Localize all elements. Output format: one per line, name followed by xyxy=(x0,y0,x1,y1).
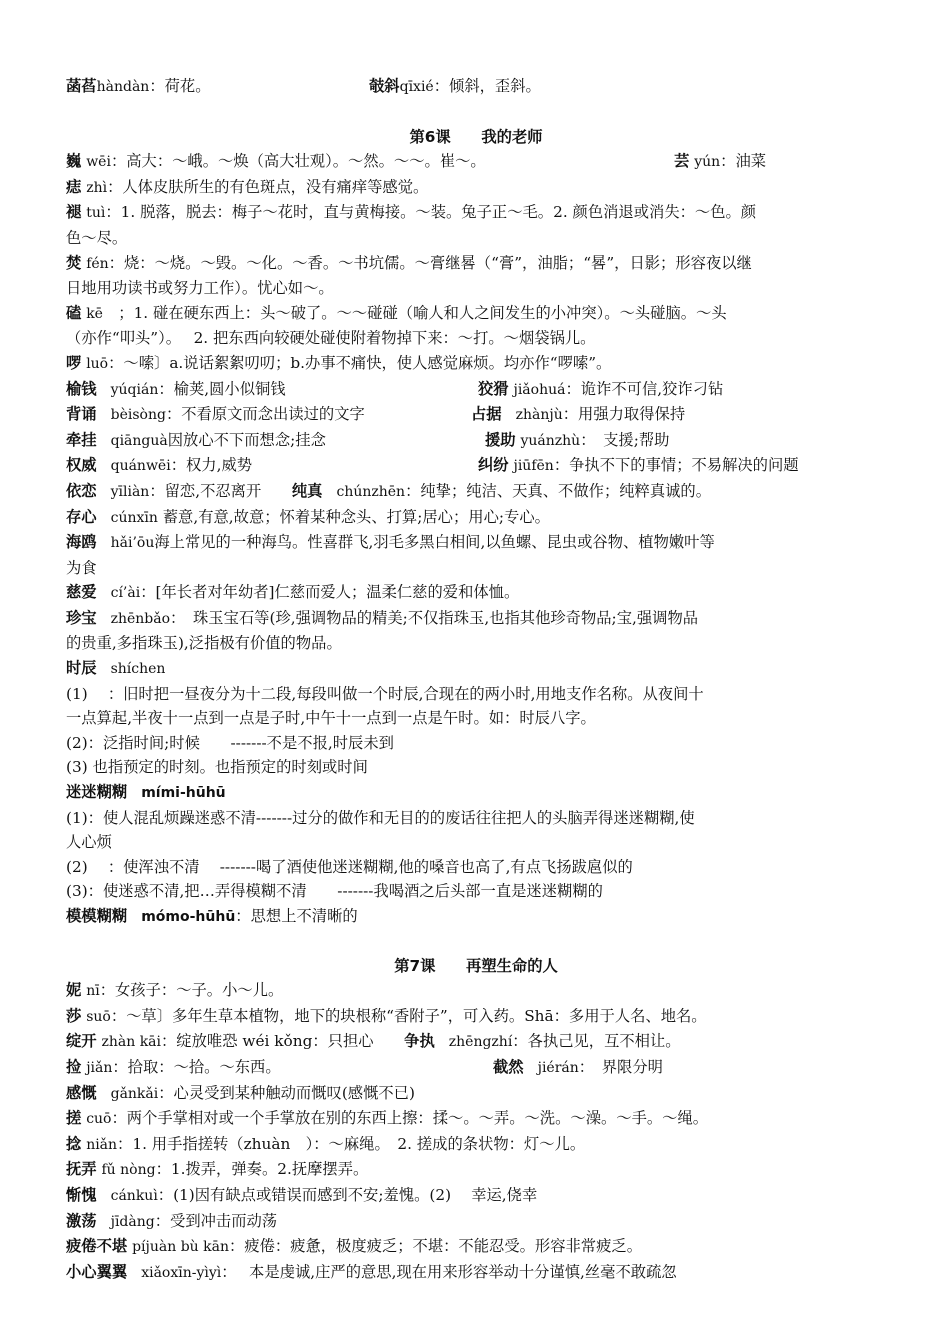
entry-pinyin: mómo-hūhū xyxy=(127,909,236,925)
entry-definition: ：绽放唯恐 wéi kǒng：只担心 xyxy=(161,1032,405,1051)
entry-definition: ：拾取：～拾。～东西。 xyxy=(112,1057,281,1076)
entry-word: 珍宝 xyxy=(66,608,97,627)
sense-text: (3) 也指预定的时刻。也指预定的时刻或时间 xyxy=(66,758,368,777)
entry-pinyin: luō xyxy=(86,355,109,372)
continuation-text: 日地用功读书或努力工作）。忧心如～。 xyxy=(66,279,334,298)
entry-ganka xyxy=(66,1081,886,1107)
entry-pinyin: cí’ài xyxy=(96,585,141,602)
entry-word: 芸 xyxy=(674,152,690,171)
document-page xyxy=(66,74,886,1285)
entry-pinyin: mími-hūhū xyxy=(127,785,226,802)
entry-word: 攲斜 xyxy=(369,77,400,95)
sense-text: (1)：使人混乱烦躁迷惑不清-------过分的做作和无目的的废话往往把人的头脑弄得迷迷糊糊,使 xyxy=(66,808,695,827)
entry-definition: ：荷花。 xyxy=(149,77,211,95)
entry-momohuhu xyxy=(66,904,886,930)
entry-pinyin: suō xyxy=(86,1008,111,1025)
entry-pinyin: gǎnkǎi xyxy=(96,1085,159,1102)
entry-word: 牵挂 xyxy=(66,430,97,449)
entry-pijuanbukan xyxy=(66,1234,886,1260)
entry-cankui xyxy=(66,1183,886,1209)
entry-pinyin: jīdàng xyxy=(96,1213,155,1230)
entry-word: 莎 xyxy=(66,1006,82,1025)
entry-zhenbao xyxy=(66,606,886,632)
entry-definition: ：榆荚,圆小似铜钱 xyxy=(158,379,286,398)
entry-funong xyxy=(66,1157,886,1183)
entry-pinyin: jiūfēn xyxy=(513,458,554,475)
entry-word: 依恋 xyxy=(66,481,97,500)
entry-pinyin: jiǎn xyxy=(86,1059,113,1076)
entry-definition: ：思想上不清晰的 xyxy=(235,907,358,925)
entry-pinyin: qiānguà xyxy=(96,432,168,449)
entry-row-qiangua-yuanzhu xyxy=(66,428,886,454)
entry-definition: ：各执己见，互不相让。 xyxy=(512,1032,681,1051)
entry-pinyin: zhànjù xyxy=(501,407,563,424)
entry-word: 痣 xyxy=(66,177,82,196)
entry-mimihuhu xyxy=(66,780,886,806)
entry-word: 巍 xyxy=(66,152,82,171)
entry-pinyin: yīliàn xyxy=(96,483,150,500)
entry-definition: ：女孩子：～子。小～儿。 xyxy=(99,981,284,1000)
entry-pinyin: yún xyxy=(694,154,721,171)
entry-word: 捻 xyxy=(66,1134,82,1153)
entry-definition: ：留恋,不忍离开 xyxy=(149,481,292,500)
entry-word: 迷迷糊糊 xyxy=(66,783,128,802)
entry-word: 啰 xyxy=(66,353,82,372)
entry-word: 妮 xyxy=(66,981,82,1000)
entry-word: 海鸥 xyxy=(66,533,97,552)
entry-word: 占据 xyxy=(471,405,502,424)
entry-pinyin: xiǎoxīn-yìyì xyxy=(127,1264,222,1281)
entry-definition: ：高大：～峨。～焕（高大壮观）。～然。～～。崔～。 xyxy=(110,152,486,171)
entry-xiaoxinyiyi xyxy=(66,1260,886,1286)
entry-definition: ：诡诈不可信,狡诈刁钻 xyxy=(565,379,724,398)
spacer xyxy=(66,930,886,954)
entry-definition: ：权力,威势 xyxy=(170,456,253,475)
entry-shichen xyxy=(66,656,886,682)
entry-definition: ：疲倦：疲惫，极度疲乏；不堪：不能忍受。形容非常疲乏。 xyxy=(228,1237,642,1256)
entry-pinyin: fén xyxy=(86,255,109,272)
entry-nian xyxy=(66,1132,886,1158)
entry-pinyin: kē xyxy=(86,305,103,322)
entry-word: 搓 xyxy=(66,1109,82,1128)
lesson6-heading: 第6课 我的老师 xyxy=(409,127,543,146)
entry-definition: 因放心不下而想念;挂念 xyxy=(167,430,326,449)
entry-definition: ：人体皮肤所生的有色斑点，没有痛痒等感觉。 xyxy=(107,177,429,196)
lesson7-heading: 第7课 再塑生命的人 xyxy=(394,956,558,975)
entry-pinyin: zhì xyxy=(86,179,108,196)
entry-definition: ： 界限分明 xyxy=(578,1057,663,1076)
entry-word: 存心 xyxy=(66,507,97,526)
entry-definition: ：争执不下的事情；不易解决的问题 xyxy=(553,456,799,475)
entry-pinyin: zhēnbǎo xyxy=(96,610,171,627)
entry-pinyin: hǎi’ōu xyxy=(96,535,155,552)
entry-word: 抚弄 xyxy=(66,1160,97,1179)
entry-definition: ： 珠玉宝石等(珍,强调物品的精美;不仅指珠玉,也指其他珍奇物品;宝,强调物品 xyxy=(170,608,699,627)
entry-pinyin: niǎn xyxy=(86,1136,118,1153)
entry-word: 时辰 xyxy=(66,659,97,678)
entry-suo xyxy=(66,1004,886,1030)
entry-word: 焚 xyxy=(66,253,82,272)
entry-word: 感慨 xyxy=(66,1083,97,1102)
entry-word: 背诵 xyxy=(66,405,97,424)
entry-row-yuqian-jiaohua xyxy=(66,377,886,403)
entry-pinyin: yúqián xyxy=(96,381,159,398)
entry-definition: ：倾斜，歪斜。 xyxy=(433,77,541,95)
entry-word: 纯真 xyxy=(291,481,323,500)
entry-definition: 蓄意,有意,故意；怀着某种念头、打算;居心；用心;专心。 xyxy=(162,507,550,526)
entry-word: 截然 xyxy=(493,1057,524,1076)
entry-luo xyxy=(66,351,886,377)
entry-definition: ：1. 用手指搓转（zhuàn ）：～麻绳。 2. 搓成的条状物：灯～儿。 xyxy=(117,1134,586,1153)
entry-definition: ： 支援;帮助 xyxy=(580,430,670,449)
entry-word: 慈爱 xyxy=(66,583,97,602)
entry-row-jian-jieran xyxy=(66,1055,886,1081)
entry-pinyin: qīxié xyxy=(399,79,434,95)
entry-definition: ：两个手掌相对或一个手掌放在别的东西上擦：揉～。～弄。～洗。～澡。～手。～绳。 xyxy=(111,1109,709,1128)
entry-definition: ：(1)因有缺点或错误而感到不安;羞愧。(2) 幸运,侥幸 xyxy=(157,1185,538,1204)
entry-word: 菡萏 xyxy=(66,77,97,95)
entry-pinyin: yuánzhù xyxy=(520,432,581,449)
entry-pinyin: jiérán xyxy=(523,1059,579,1076)
continuation-text: 人心烦 xyxy=(66,833,112,852)
sense-text: (1) ：旧时把一昼夜分为十二段,每段叫做一个时辰,合现在的两小时,用地支作名称。从夜间十 xyxy=(66,684,704,703)
spacer xyxy=(66,100,886,125)
entry-row-beisong-zhanju xyxy=(66,402,886,428)
entry-definition: ：不看原文而念出读过的文字 xyxy=(165,405,365,424)
entry-pinyin: shíchen xyxy=(96,661,166,678)
entry-row-zhankai-zhengzhi xyxy=(66,1029,886,1055)
entry-jidang xyxy=(66,1209,886,1235)
entry-word: 争执 xyxy=(404,1032,435,1051)
top-row xyxy=(66,74,886,100)
continuation-text: 色～尽。 xyxy=(66,228,128,247)
entry-definition: ： 本是虔诚,庄严的意思,现在用来形容举动十分谨慎,丝毫不敢疏忽 xyxy=(221,1262,677,1281)
entry-word: 权威 xyxy=(66,456,97,475)
entry-definition: ：1. 脱落，脱去：梅子～花时，直与黄梅接。～装。兔子正～毛。2. 颜色消退或消失：～色。颜 xyxy=(105,203,757,222)
entry-fen xyxy=(66,251,886,277)
entry-pinyin: píjuàn bù kān xyxy=(132,1239,229,1256)
sense-text: (2)：泛指时间;时候 -------不是不报,时辰未到 xyxy=(66,733,394,752)
entry-pinyin: cuō xyxy=(86,1111,112,1128)
entry-pinyin: quánwēi xyxy=(96,458,171,475)
entry-word: 狡猾 xyxy=(478,379,509,398)
entry-pinyin: wēi xyxy=(86,154,111,171)
entry-handan xyxy=(66,74,369,100)
entry-definition: ：～嗦〕a.说话絮絮叨叨；b.办事不痛快，使人感觉麻烦。均亦作“啰嗦”。 xyxy=(108,353,612,372)
entry-pinyin: jiǎohuá xyxy=(513,381,566,398)
entry-word: 褪 xyxy=(66,203,82,222)
entry-pinyin: nī xyxy=(86,983,100,1000)
entry-tui xyxy=(66,200,886,226)
entry-pinyin: hàndàn xyxy=(96,79,150,95)
entry-word: 纠纷 xyxy=(478,456,509,475)
entry-word: 惭愧 xyxy=(66,1185,97,1204)
entry-pinyin: zhēngzhí xyxy=(434,1034,513,1051)
sense-text: (3)：使迷惑不清,把…弄得模糊不清 -------我喝酒之后头部一直是迷迷糊糊的 xyxy=(66,882,603,901)
entry-zhi xyxy=(66,175,886,201)
entry-word: 小心翼翼 xyxy=(66,1262,128,1281)
entry-ni xyxy=(66,978,886,1004)
entry-pinyin: bèisòng xyxy=(96,407,166,424)
entry-definition: ：用强力取得保持 xyxy=(562,405,686,424)
entry-cuo xyxy=(66,1106,886,1132)
entry-pinyin: zhàn kāi xyxy=(101,1034,161,1051)
entry-word: 绽开 xyxy=(66,1032,97,1051)
entry-definition: ：[年长者对年幼者]仁慈而爱人；温柔仁慈的爱和体恤。 xyxy=(140,583,520,602)
continuation-text: （亦作“叩头”）。 2. 把东西向较硬处碰使附着物掉下来：～打。～烟袋锅儿。 xyxy=(66,329,596,348)
entry-word: 捡 xyxy=(66,1057,82,1076)
entry-row-yilian-chunzhen xyxy=(66,479,886,505)
entry-definition: ：受到冲击而动荡 xyxy=(154,1211,278,1230)
entry-definition: ：油菜 xyxy=(720,152,767,171)
entry-definition: ：心灵受到某种触动而慨叹(感慨不已) xyxy=(158,1083,415,1102)
entry-pinyin: fǔ nòng xyxy=(101,1162,156,1179)
entry-word: 磕 xyxy=(66,303,82,322)
entry-pinyin: chúnzhēn xyxy=(322,483,406,500)
entry-word: 疲倦不堪 xyxy=(66,1237,128,1256)
entry-word: 榆钱 xyxy=(66,379,97,398)
entry-cunxin xyxy=(66,505,886,531)
entry-word: 援助 xyxy=(485,430,516,449)
entry-definition: ：～草〕多年生草本植物，地下的块根称“香附子”，可入药。Shā：多用于人名、地名。 xyxy=(110,1006,707,1025)
sense-text: (2) ：使浑浊不清 -------喝了酒使他迷迷糊糊,他的嗓音也高了,有点飞扬跋扈似的 xyxy=(66,857,633,876)
entry-ke xyxy=(66,301,886,327)
entry-definition: ：烧：～烧。～毁。～化。～香。～书坑儒。～膏继晷（“膏”，油脂；“晷”，日影；形容夜以继 xyxy=(108,253,752,272)
entry-definition: ：纯挚；纯洁、天真、不做作；纯粹真诚的。 xyxy=(405,481,712,500)
entry-row-quanwei-jiufen xyxy=(66,453,886,479)
entry-pinyin: tuì xyxy=(86,205,106,222)
sense-text: 一点算起,半夜十一点到一点是子时,中午十一点到一点是午时。如：时辰八字。 xyxy=(66,709,596,728)
entry-word: 激荡 xyxy=(66,1211,97,1230)
entry-wei xyxy=(66,149,886,175)
entry-pinyin: cánkuì xyxy=(96,1187,158,1204)
entry-pinyin: cúnxīn xyxy=(96,509,158,526)
continuation-text: 的贵重,多指珠玉),泛指极有价值的物品。 xyxy=(66,634,342,653)
entry-haiou xyxy=(66,530,886,556)
entry-definition: 海上常见的一种海鸟。性喜群飞,羽毛多黑白相间,以鱼螺、昆虫或谷物、植物嫩叶等 xyxy=(154,533,715,552)
entry-definition: ：1.拨弄，弹奏。2.抚摩摆弄。 xyxy=(155,1160,369,1179)
entry-ciai xyxy=(66,580,886,606)
entry-definition: ；1. 碰在硬东西上：头～破了。～～碰碰（喻人和人之间发生的小冲突）。～头碰脑。～头 xyxy=(102,303,727,322)
entry-qixie xyxy=(369,74,541,100)
continuation-text: 为食 xyxy=(66,558,97,577)
entry-word: 模模糊糊 xyxy=(66,907,128,925)
